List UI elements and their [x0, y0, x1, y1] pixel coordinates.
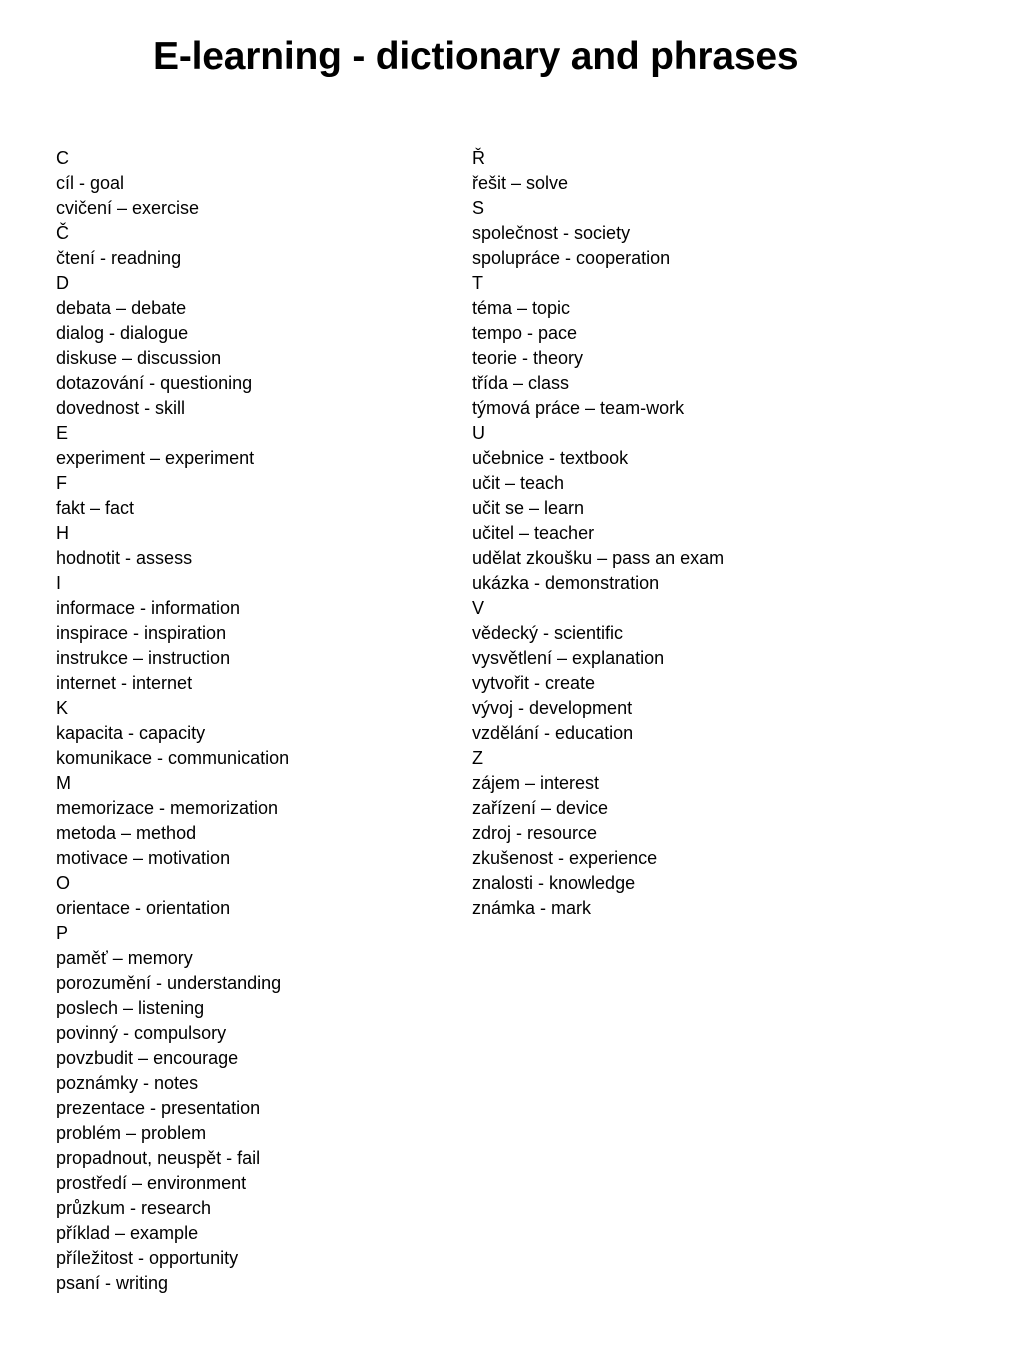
- dictionary-entry: spolupráce - cooperation: [472, 248, 671, 268]
- dictionary-entry: příklad – example: [56, 1223, 199, 1243]
- dictionary-entry: inspirace - inspiration: [56, 623, 227, 643]
- dictionary-entry: vývoj - development: [472, 698, 633, 718]
- letter-header: F: [56, 473, 67, 493]
- dictionary-entry: internet - internet: [56, 673, 193, 693]
- dictionary-entry: zařízení – device: [472, 798, 609, 818]
- dictionary-entry: vzdělání - education: [472, 723, 634, 743]
- dictionary-entry: povzbudit – encourage: [56, 1048, 239, 1068]
- dictionary-entry: hodnotit - assess: [56, 548, 193, 568]
- dictionary-entry: tempo - pace: [472, 323, 578, 343]
- dictionary-entry: udělat zkoušku – pass an exam: [472, 548, 725, 568]
- dictionary-entry: povinný - compulsory: [56, 1023, 227, 1043]
- dictionary-entry: společnost - society: [472, 223, 631, 243]
- dictionary-entry: vědecký - scientific: [472, 623, 624, 643]
- dictionary-entry: třída – class: [472, 373, 570, 393]
- dictionary-entry: učit – teach: [472, 473, 565, 493]
- letter-header: T: [472, 273, 483, 293]
- dictionary-entry: čtení - readning: [56, 248, 182, 268]
- dictionary-entry: prezentace - presentation: [56, 1098, 261, 1118]
- dictionary-entry: motivace – motivation: [56, 848, 231, 868]
- dictionary-entry: instrukce – instruction: [56, 648, 231, 668]
- dictionary-entry: poslech – listening: [56, 998, 205, 1018]
- dictionary-entry: kapacita - capacity: [56, 723, 206, 743]
- dictionary-entry: debata – debate: [56, 298, 187, 318]
- dictionary-entry: memorizace - memorization: [56, 798, 279, 818]
- dictionary-entry: paměť – memory: [56, 948, 193, 968]
- dictionary-entry: porozumění - understanding: [56, 973, 282, 993]
- dictionary-entry: příležitost - opportunity: [56, 1248, 239, 1268]
- dictionary-entry: fakt – fact: [56, 498, 135, 518]
- dictionary-entry: orientace - orientation: [56, 898, 231, 918]
- dictionary-entry: problém – problem: [56, 1123, 207, 1143]
- letter-header: U: [472, 423, 485, 443]
- dictionary-entry: zkušenost - experience: [472, 848, 658, 868]
- dictionary-entry: týmová práce – team-work: [472, 398, 685, 418]
- dictionary-entry: ukázka - demonstration: [472, 573, 660, 593]
- dictionary-entry: experiment – experiment: [56, 448, 255, 468]
- letter-header: I: [56, 573, 62, 593]
- dictionary-entry: znalosti - knowledge: [472, 873, 636, 893]
- dictionary-entry: učebnice - textbook: [472, 448, 629, 468]
- letter-header: Č: [56, 223, 69, 243]
- letter-header: E: [56, 423, 69, 443]
- left-column: [56, 146, 289, 1296]
- dictionary-entry: cíl - goal: [56, 173, 125, 193]
- dictionary-entry: prostředí – environment: [56, 1173, 247, 1193]
- dictionary-entry: poznámky - notes: [56, 1073, 199, 1093]
- dictionary-entry: dotazování - questioning: [56, 373, 253, 393]
- page-title: E-learning - dictionary and phrases: [153, 35, 799, 78]
- letter-header: V: [472, 598, 485, 618]
- dictionary-entry: diskuse – discussion: [56, 348, 222, 368]
- dictionary-entry: průzkum - research: [56, 1198, 212, 1218]
- dictionary-entry: komunikace - communication: [56, 748, 290, 768]
- dictionary-entry: zájem – interest: [472, 773, 600, 793]
- letter-header: C: [56, 148, 69, 168]
- dictionary-entry: učitel – teacher: [472, 523, 595, 543]
- dictionary-entry: informace - information: [56, 598, 241, 618]
- dictionary-entry: dialog - dialogue: [56, 323, 189, 343]
- letter-header: D: [56, 273, 69, 293]
- dictionary-entry: cvičení – exercise: [56, 198, 200, 218]
- dictionary-entry: vysvětlení – explanation: [472, 648, 665, 668]
- dictionary-entry: učit se – learn: [472, 498, 585, 518]
- letter-header: Z: [472, 748, 483, 768]
- dictionary-entry: dovednost - skill: [56, 398, 186, 418]
- right-column: [472, 146, 724, 921]
- dictionary-entry: propadnout, neuspět - fail: [56, 1148, 261, 1168]
- letter-header: S: [472, 198, 485, 218]
- letter-header: H: [56, 523, 69, 543]
- dictionary-entry: řešit – solve: [472, 173, 569, 193]
- letter-header: O: [56, 873, 71, 893]
- dictionary-entry: vytvořit - create: [472, 673, 596, 693]
- letter-header: M: [56, 773, 71, 793]
- dictionary-entry: zdroj - resource: [472, 823, 598, 843]
- letter-header: P: [56, 923, 69, 943]
- dictionary-entry: téma – topic: [472, 298, 571, 318]
- letter-header: Ř: [472, 148, 485, 168]
- dictionary-entry: teorie - theory: [472, 348, 584, 368]
- dictionary-entry: metoda – method: [56, 823, 197, 843]
- dictionary-entry: známka - mark: [472, 898, 592, 918]
- dictionary-entry: psaní - writing: [56, 1273, 169, 1293]
- letter-header: K: [56, 698, 69, 718]
